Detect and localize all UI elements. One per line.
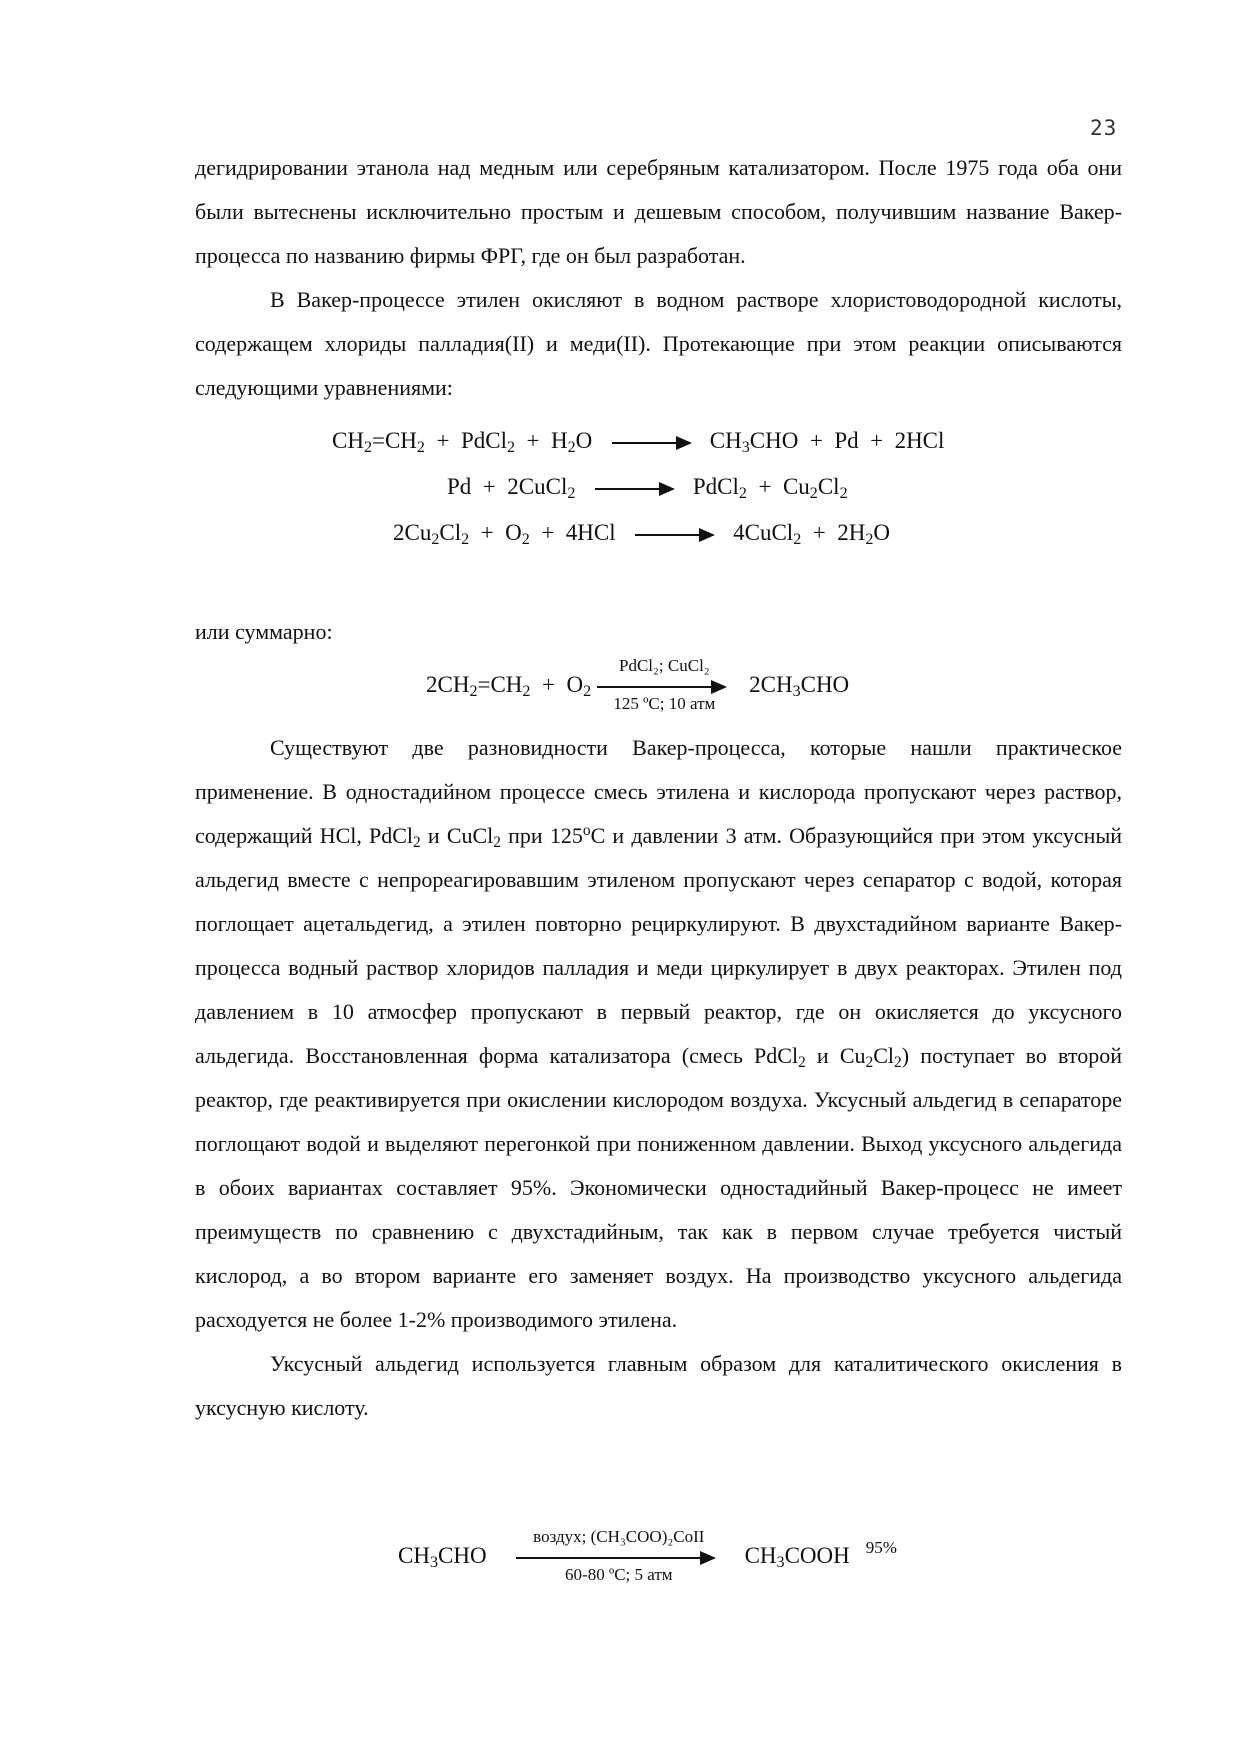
equation-oxidation: $CH_3CHO$ воздух; (CH₃COO)₂CoII 60-80 ºC; 5 атм $CH_3COOH$ $^{95\%}$: [398, 1526, 897, 1584]
summary-label: или суммарно:: [195, 619, 333, 644]
paragraph-2: В Вакер-процессе этилен окисляют в водном растворе хлористоводородной кислоты, содержащем хлориды палладия(II) и меди(II). Протекающие при этом реакции описываются следующими уравнениями:: [195, 287, 1122, 400]
paragraph-3-text: при 125: [501, 823, 583, 848]
arrow-conditions-bottom: 60-80 ºC; 5 атм: [565, 1564, 673, 1584]
paragraph-1: дегидрировании этанола над медным или серебряным катализатором. После 1975 года оба они были вытеснены исключительно простым и дешевым способом, получившим название Вакер-процесса по названию фирмы ФРГ, где он был разработан.: [195, 155, 1122, 268]
subscript: 2: [894, 1054, 902, 1071]
paragraph-3-text: Cl: [873, 1043, 895, 1068]
reaction-arrow: [597, 686, 725, 688]
reaction-arrow: [516, 1557, 714, 1559]
page-number: 23: [1090, 116, 1118, 140]
paragraph-3-text: и CuCl: [420, 823, 494, 848]
paragraph-3-text: и Cu: [805, 1043, 866, 1068]
equation-summary: $2CH_2=CH_2 + O_2$ PdCl₂; CuCl₂ 125 ºC; 10 атм $2CH_3CHO$: [426, 655, 850, 713]
arrow-conditions-top: PdCl₂; CuCl₂: [618, 655, 710, 675]
subscript: 2: [798, 1054, 806, 1071]
reaction-arrow: [595, 488, 673, 490]
subscript: 2: [493, 834, 501, 851]
yield-label: 95%: [865, 1538, 897, 1557]
superscript: o: [582, 822, 591, 839]
paragraph-3-text: ) поступает во второй реактор, где реактивируется при окислении кислородом воздуха. Уксусный альдегид в сепараторе поглощают водой и выделяют перегонкой при пониженном давлении. Выход уксусного альдегида в обоих вариантах составляет 95%. Экономически одностадийный Вакер-процесс не имеет преимуществ по сравнению с двухстадийным, так как в первом случае требуется чистый кислород, а во втором варианте его заменяет воздух. На производство уксусного альдегида расходуется не более 1-2% производимого этилена.: [195, 1043, 1122, 1332]
paragraph-4: Уксусный альдегид используется главным образом для каталитического окисления в уксусную кислоту.: [195, 1351, 1122, 1420]
paragraph-3-text: С и давлении 3 атм. Образующийся при этом уксусный альдегид вместе с непрореагировавшим этиленом пропускают через сепаратор с водой, которая поглощает ацетальдегид, а этилен повторно рециркулируют. В двухстадийном варианте Вакер-процесса водный раствор хлоридов палладия и меди циркулирует в двух реакторах. Этилен под давлением в 10 атмосфер пропускают в первый реактор, где он окисляется до уксусного альдегида. Восстановленная форма катализатора (смесь PdCl: [195, 823, 1122, 1068]
text-block-main: [195, 726, 1122, 1430]
paragraph-3-text: Существуют две разновидности Вакер-процесса, которые нашли практическое применение. В одностадийном процессе смесь этилена и кислорода пропускают через раствор, содержащий HCl, PdCl: [195, 735, 1122, 848]
text-block-top: [195, 146, 1122, 410]
arrow-conditions-top: воздух; (CH₃COO)₂CoII: [533, 1526, 705, 1546]
equation-1: $CH_2=CH_2$ + PdCl$_2$ + $H_2O$ $CH_3CHO + Pd + 2HCl$: [332, 428, 945, 456]
paragraph-3: [195, 726, 1122, 1342]
reaction-arrow: [612, 442, 690, 444]
conditions-arrow: [597, 655, 732, 713]
arrow-conditions-bottom: 125 ºC; 10 атм: [613, 693, 716, 713]
subscript: 2: [413, 834, 421, 851]
equation-3: $2Cu_2Cl_2 + O_2 + 4HCl$ 4CuCl$_2$ + $2H_2O$: [393, 520, 891, 548]
reaction-arrow: [635, 534, 713, 536]
summary-label-block: [195, 610, 1122, 654]
conditions-arrow: [516, 1526, 721, 1584]
equation-2: Pd + 2CuCl$_2$ PdCl$_2$ + $Cu_2Cl_2$: [447, 474, 848, 502]
subscript: 2: [865, 1054, 874, 1071]
